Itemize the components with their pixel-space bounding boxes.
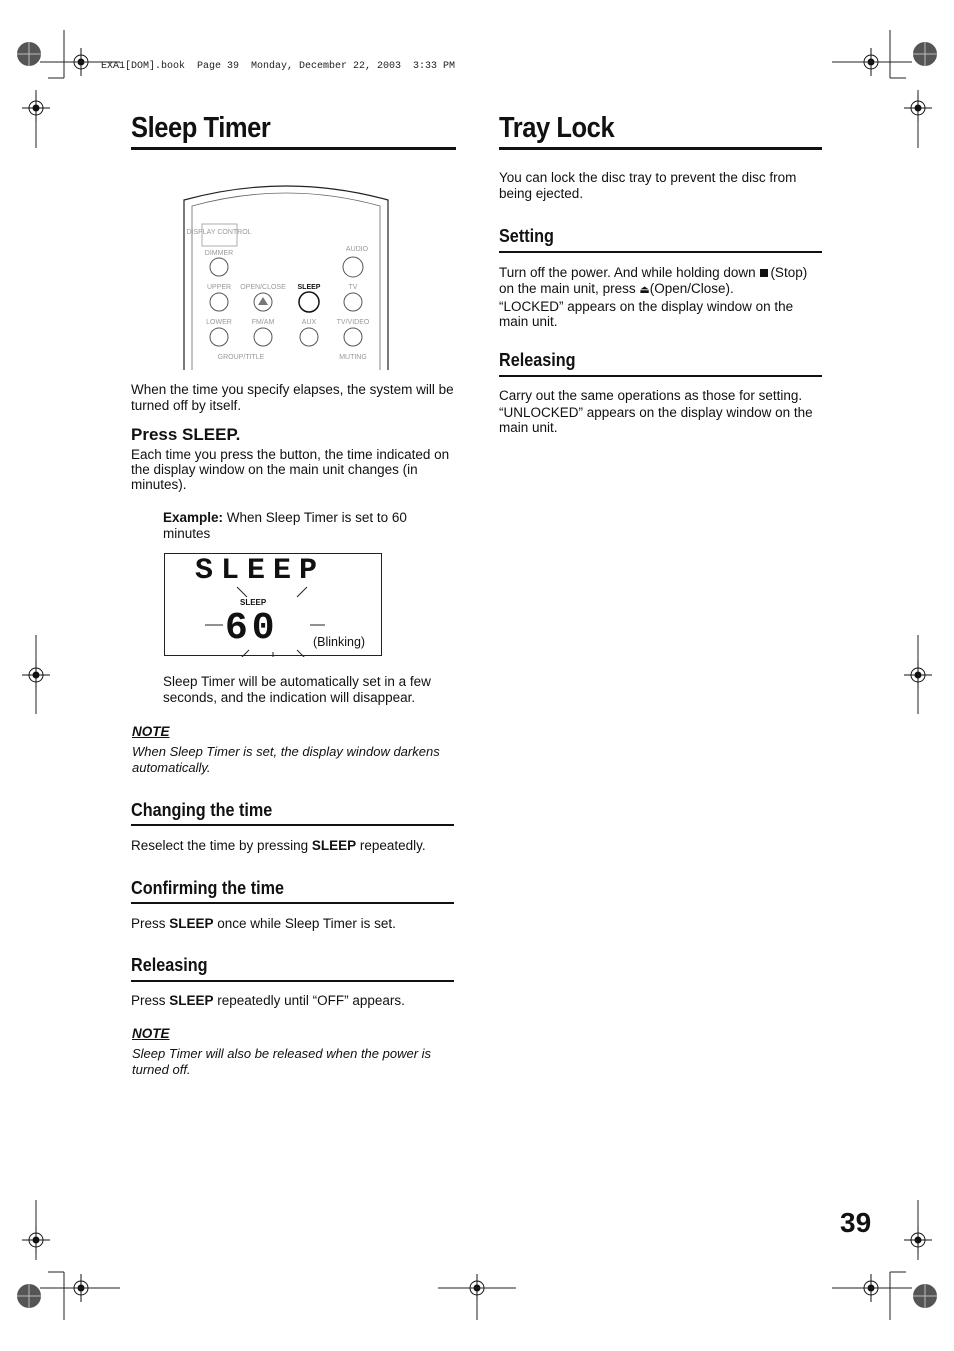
blinking-label: (Blinking) (313, 635, 366, 649)
releasing-post: repeatedly until “OFF” appears. (213, 993, 405, 1008)
remote-label-sleep: SLEEP (297, 284, 321, 291)
title-rule (131, 147, 456, 150)
remote-label-upper: UPPER (206, 284, 232, 291)
releasing-pre: Press (131, 993, 170, 1008)
sleep-timer-title: Sleep Timer (131, 112, 271, 144)
remote-label-display: DISPLAY CONTROL (186, 229, 252, 236)
remote-label-fmam: FM/AM (251, 319, 275, 326)
setting-line3: “LOCKED” appears on the display window on the main unit. (499, 299, 794, 329)
changing-pre: Reselect the time by pressing (131, 838, 312, 853)
stop-icon (760, 269, 768, 277)
confirming-bold: SLEEP (169, 916, 214, 931)
releasing-heading-right: Releasing (499, 350, 576, 370)
releasing-line2: “UNLOCKED” appears on the display window on the main unit. (499, 405, 813, 435)
releasing-rule-left (131, 980, 454, 982)
setting-line1a: Turn off the power. And while holding down (499, 265, 760, 280)
eject-icon: ⏏ (639, 284, 650, 296)
setting-line2b: (Open/Close). (649, 281, 734, 296)
note1-label: NOTE (132, 724, 170, 739)
remote-label-lower: LOWER (206, 319, 232, 326)
display-sleep-indicator: SLEEP (240, 598, 267, 607)
page-number: 39 (840, 1207, 872, 1238)
changing-bold: SLEEP (311, 838, 357, 853)
setting-rule (499, 251, 822, 253)
setting-line2 (499, 281, 829, 298)
remote-label-audio: AUDIO (345, 246, 369, 253)
setting-line2a: on the main unit, press (499, 281, 640, 296)
changing-time-text (131, 838, 456, 854)
setting-text (499, 265, 829, 329)
press-sleep-text: Each time you press the button, the time indicated on the display window on the main unit changes (in minutes). (131, 447, 450, 492)
changing-post: repeatedly. (356, 838, 426, 853)
example-label: Example: (163, 510, 224, 525)
example (163, 510, 448, 542)
display-line2: 60 (225, 607, 279, 650)
confirming-pre: Press (131, 916, 170, 931)
setting-line1 (499, 265, 829, 281)
releasing-bold: SLEEP (169, 993, 214, 1008)
remote-label-tvvideo: TV/VIDEO (336, 319, 370, 326)
releasing-line1: Carry out the same operations as those for setting. (499, 388, 803, 403)
example-text: When Sleep Timer is set to 60 minutes (163, 510, 407, 541)
after-display-text: Sleep Timer will be automatically set in a few seconds, and the indication will disappear. (163, 674, 431, 705)
note2-label: NOTE (132, 1026, 170, 1041)
changing-time-heading: Changing the time (131, 800, 273, 820)
remote-label-tv: TV (348, 284, 358, 291)
sleep-intro: When the time you specify elapses, the system will be turned off by itself. (131, 382, 454, 413)
tray-lock-title: Tray Lock (499, 112, 615, 144)
releasing-text-right (499, 388, 829, 435)
confirming-time-text (131, 916, 456, 932)
press-sleep-heading: Press SLEEP. (131, 425, 241, 444)
display-line1: SLEEP (195, 554, 326, 588)
note1-text: When Sleep Timer is set, the display window darkens automatically. (132, 744, 440, 775)
tray-intro: You can lock the disc tray to prevent the disc from being ejected. (499, 170, 797, 201)
remote-label-aux: AUX (301, 319, 317, 326)
tray-title-rule (499, 147, 822, 150)
releasing-heading-left: Releasing (131, 955, 208, 975)
confirming-rule (131, 902, 454, 904)
setting-line1b: (Stop) (770, 265, 808, 280)
display-window (164, 553, 382, 656)
remote-label-group: GROUP/TITLE (217, 354, 265, 361)
blink-rays (165, 554, 383, 657)
remote-label-openclose: OPEN/CLOSE (240, 284, 286, 291)
remote-label-muting: MUTING (339, 354, 367, 361)
note2-text: Sleep Timer will also be released when the power is turned off. (132, 1046, 432, 1077)
remote-illustration (181, 176, 391, 372)
confirming-time-heading: Confirming the time (131, 878, 284, 898)
file-header: EXA1[DOM].book Page 39 Monday, December 22, 2003 3:33 PM (101, 61, 456, 72)
releasing-rule-right (499, 375, 822, 377)
remote-label-dimmer: DIMMER (204, 250, 234, 257)
changing-rule (131, 824, 454, 826)
releasing-text-left (131, 993, 456, 1009)
setting-heading: Setting (499, 226, 554, 246)
confirming-post: once while Sleep Timer is set. (213, 916, 396, 931)
